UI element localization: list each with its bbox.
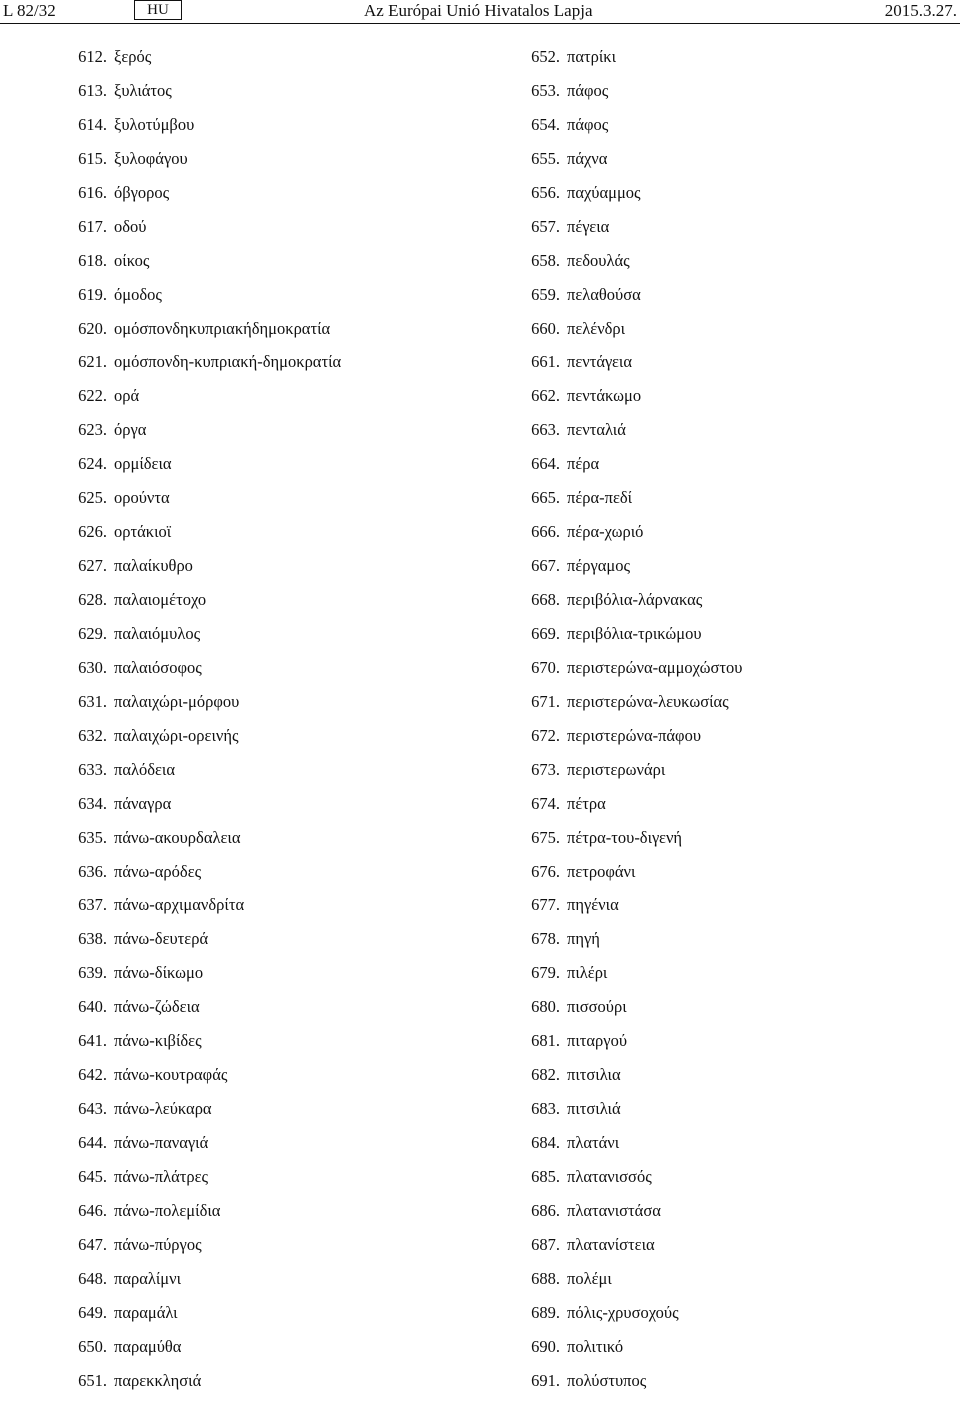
item-name: παραμύθα <box>114 1336 182 1356</box>
list-item <box>480 929 920 963</box>
list-item <box>0 929 440 963</box>
item-name: πέργαμος <box>567 556 631 576</box>
item-number: 631. <box>78 691 107 711</box>
list-item <box>0 1371 440 1405</box>
item-name: οίκος <box>114 250 150 270</box>
item-number: 669. <box>531 623 560 643</box>
item-number: 619. <box>78 284 107 304</box>
item-name: πέτρα-του-διγενή <box>567 827 683 847</box>
item-number: 689. <box>531 1302 560 1322</box>
list-item <box>0 1065 440 1099</box>
item-name: πέρα-πεδί <box>567 488 633 508</box>
list-item <box>0 862 440 896</box>
list-item <box>0 352 440 386</box>
item-number: 642. <box>78 1065 107 1085</box>
item-name: πιτσιλια <box>567 1065 621 1085</box>
item-name: πολέμι <box>567 1268 612 1288</box>
item-name: ορμίδεια <box>114 454 172 474</box>
list-item <box>480 760 920 794</box>
list-item <box>480 658 920 692</box>
item-number: 633. <box>78 759 107 779</box>
list-item <box>0 47 440 81</box>
item-number: 686. <box>531 1200 560 1220</box>
item-name: παλαιχώρι-ορεινής <box>114 725 239 745</box>
item-name: παραλίμνι <box>114 1268 182 1288</box>
item-name: πάνω-δευτερά <box>114 929 209 949</box>
item-number: 688. <box>531 1268 560 1288</box>
item-name: πιλέρι <box>567 963 608 983</box>
item-number: 656. <box>531 182 560 202</box>
item-name: ξυλοφάγου <box>114 148 188 168</box>
item-number: 668. <box>531 590 560 609</box>
list-item <box>480 963 920 997</box>
list-item <box>480 590 920 624</box>
item-number: 663. <box>531 420 560 440</box>
item-name: πεντάγεια <box>567 352 633 372</box>
item-number: 652. <box>531 47 560 66</box>
list-item <box>0 760 440 794</box>
item-name: πιταργού <box>567 1031 627 1051</box>
list-item <box>480 895 920 929</box>
item-name: πάχνα <box>567 148 608 168</box>
left-column-list <box>0 47 440 1405</box>
item-number: 643. <box>78 1099 107 1119</box>
item-number: 625. <box>78 488 107 508</box>
list-item <box>0 1269 440 1303</box>
item-number: 641. <box>78 1031 107 1051</box>
item-name: πάνω-πλάτρες <box>114 1166 209 1186</box>
item-name: πάφος <box>567 114 609 134</box>
list-item <box>0 692 440 726</box>
item-name: πάνω-κιβίδες <box>114 1031 202 1051</box>
item-name: ομόσπονδη-κυπριακή-δημοκρατία <box>114 352 342 372</box>
list-item <box>480 183 920 217</box>
item-name: περιβόλια-τρικώμου <box>567 623 702 643</box>
list-item <box>480 47 920 81</box>
list-item <box>480 217 920 251</box>
item-name: παχύαμμος <box>567 182 641 202</box>
item-number: 618. <box>78 250 107 270</box>
list-item <box>0 1133 440 1167</box>
item-name: πλατανισσός <box>567 1166 652 1186</box>
item-name: παλαιχώρι-μόρφου <box>114 691 240 711</box>
item-name: πέρα-χωριό <box>567 522 644 542</box>
item-name: πάνω-παναγιά <box>114 1133 209 1152</box>
item-name: ομόσπονδηκυπριακήδημοκρατία <box>114 318 331 338</box>
item-name: πλατανιστάσα <box>567 1200 661 1220</box>
item-number: 649. <box>78 1302 107 1322</box>
list-item <box>480 828 920 862</box>
item-number: 645. <box>78 1166 107 1186</box>
list-item <box>0 488 440 522</box>
list-item <box>0 251 440 285</box>
item-name: οδού <box>114 216 147 236</box>
list-item <box>480 1031 920 1065</box>
item-number: 630. <box>78 657 107 677</box>
item-name: πέτρα <box>567 793 606 813</box>
journal-title: Az Európai Unió Hivatalos Lapja <box>364 1 593 20</box>
item-number: 690. <box>531 1336 560 1356</box>
item-number: 620. <box>78 318 107 338</box>
item-number: 637. <box>78 895 107 915</box>
item-number: 617. <box>78 216 107 236</box>
list-item <box>480 862 920 896</box>
list-item <box>0 149 440 183</box>
item-name: παλαιομέτοχο <box>114 590 207 609</box>
list-item <box>480 1099 920 1133</box>
item-number: 674. <box>531 793 560 813</box>
item-number: 650. <box>78 1336 107 1356</box>
item-name: πάνω-ακουρδαλεια <box>114 827 241 847</box>
item-number: 677. <box>531 895 560 915</box>
item-number: 624. <box>78 454 107 474</box>
item-name: παρεκκλησιά <box>114 1370 202 1390</box>
item-name: πλατανίστεια <box>567 1234 655 1254</box>
list-item <box>480 556 920 590</box>
item-number: 679. <box>531 963 560 983</box>
item-number: 691. <box>531 1370 560 1390</box>
right-column-list <box>480 47 920 1405</box>
list-item <box>480 692 920 726</box>
list-item <box>480 1235 920 1269</box>
list-item <box>0 828 440 862</box>
item-name: πενταλιά <box>567 420 626 440</box>
item-number: 623. <box>78 420 107 440</box>
item-number: 615. <box>78 148 107 168</box>
item-name: πάνω-κουτραφάς <box>114 1065 228 1085</box>
list-item <box>0 522 440 556</box>
list-item <box>480 386 920 420</box>
list-item <box>0 963 440 997</box>
list-item <box>480 1269 920 1303</box>
list-item <box>0 1201 440 1235</box>
item-number: 681. <box>531 1031 560 1051</box>
item-number: 640. <box>78 997 107 1017</box>
item-name: ορά <box>114 386 140 406</box>
list-item <box>0 217 440 251</box>
item-name: πηγή <box>567 929 600 949</box>
item-number: 659. <box>531 284 560 304</box>
item-number: 685. <box>531 1166 560 1186</box>
item-number: 655. <box>531 148 560 168</box>
item-name: πισσούρι <box>567 997 627 1017</box>
item-number: 622. <box>78 386 107 406</box>
list-item <box>480 522 920 556</box>
list-item <box>0 319 440 353</box>
item-number: 657. <box>531 216 560 236</box>
list-item <box>0 624 440 658</box>
list-item <box>0 658 440 692</box>
item-number: 647. <box>78 1234 107 1254</box>
item-number: 628. <box>78 590 107 609</box>
language-code-box: HU <box>134 0 182 20</box>
list-item <box>0 81 440 115</box>
list-item <box>480 81 920 115</box>
item-name: πετροφάνι <box>567 861 636 881</box>
item-name: πάνω-αρχιμανδρίτα <box>114 895 245 915</box>
list-item <box>0 1303 440 1337</box>
list-item <box>480 1065 920 1099</box>
list-item <box>480 454 920 488</box>
item-name: πατρίκι <box>567 47 617 66</box>
item-number: 658. <box>531 250 560 270</box>
list-item <box>0 386 440 420</box>
list-item <box>0 895 440 929</box>
list-item <box>0 285 440 319</box>
item-number: 636. <box>78 861 107 881</box>
list-item <box>480 251 920 285</box>
list-item <box>0 1167 440 1201</box>
item-number: 651. <box>78 1370 107 1390</box>
list-item <box>480 1133 920 1167</box>
item-name: ξερός <box>114 47 152 66</box>
item-name: πόλις-χρυσοχούς <box>567 1302 679 1322</box>
item-name: πελαθούσα <box>567 284 641 304</box>
item-name: περιστερώνα-λευκωσίας <box>567 691 729 711</box>
item-name: ορούντα <box>114 488 170 508</box>
item-number: 670. <box>531 657 560 677</box>
item-number: 662. <box>531 386 560 406</box>
item-number: 616. <box>78 182 107 202</box>
item-name: πολιτικό <box>567 1336 624 1356</box>
list-item <box>480 794 920 828</box>
list-item <box>0 726 440 760</box>
list-item <box>0 590 440 624</box>
item-name: παλαιόσοφος <box>114 657 202 677</box>
list-item <box>480 1371 920 1405</box>
item-number: 627. <box>78 556 107 576</box>
item-number: 626. <box>78 522 107 542</box>
list-item <box>480 352 920 386</box>
item-name: πλατάνι <box>567 1133 620 1152</box>
item-number: 629. <box>78 623 107 643</box>
item-name: πέγεια <box>567 216 610 236</box>
item-name: πάνω-πύργος <box>114 1234 202 1254</box>
list-item <box>480 1303 920 1337</box>
item-name: πηγένια <box>567 895 619 915</box>
item-name: παλαιόμυλος <box>114 623 201 643</box>
list-item <box>480 1167 920 1201</box>
list-item <box>0 1031 440 1065</box>
item-name: ξυλοτύμβου <box>114 114 195 134</box>
item-number: 667. <box>531 556 560 576</box>
item-number: 673. <box>531 759 560 779</box>
item-number: 682. <box>531 1065 560 1085</box>
item-name: πάφος <box>567 80 609 100</box>
page-header <box>0 0 960 24</box>
publication-date: 2015.3.27. <box>884 1 957 20</box>
item-name: πέρα <box>567 454 600 474</box>
list-item <box>0 454 440 488</box>
page-number: L 82/32 <box>3 1 56 20</box>
item-number: 683. <box>531 1099 560 1119</box>
item-name: πάνω-πολεμίδια <box>114 1200 221 1220</box>
item-name: πελένδρι <box>567 318 626 338</box>
list-item <box>0 1235 440 1269</box>
item-number: 671. <box>531 691 560 711</box>
item-name: πάναγρα <box>114 793 172 813</box>
list-item <box>480 149 920 183</box>
item-number: 661. <box>531 352 560 372</box>
list-item <box>0 420 440 454</box>
item-name: πάνω-δίκωμο <box>114 963 204 983</box>
list-item <box>480 1337 920 1371</box>
item-number: 646. <box>78 1200 107 1220</box>
item-name: παλαίκυθρο <box>114 556 193 576</box>
list-item <box>0 997 440 1031</box>
item-name: πάνω-λεύκαρα <box>114 1099 212 1119</box>
item-number: 632. <box>78 725 107 745</box>
item-number: 687. <box>531 1234 560 1254</box>
item-name: περιστερωνάρι <box>567 759 666 779</box>
list-item <box>480 420 920 454</box>
item-name: πεντάκωμο <box>567 386 642 406</box>
item-name: περιστερώνα-αμμοχώστου <box>567 657 743 677</box>
item-number: 644. <box>78 1133 107 1152</box>
list-item <box>0 183 440 217</box>
item-number: 614. <box>78 114 107 134</box>
item-number: 621. <box>78 352 107 372</box>
list-item <box>480 285 920 319</box>
list-item <box>0 794 440 828</box>
item-name: ξυλιάτος <box>114 80 172 100</box>
item-number: 653. <box>531 80 560 100</box>
item-number: 680. <box>531 997 560 1017</box>
item-name: περιβόλια-λάρνακας <box>567 590 703 609</box>
item-number: 660. <box>531 318 560 338</box>
list-item <box>0 1099 440 1133</box>
item-number: 654. <box>531 114 560 134</box>
list-item <box>480 624 920 658</box>
header-rule <box>0 23 960 24</box>
item-name: πολύστυπος <box>567 1370 647 1390</box>
item-name: όμοδος <box>114 284 162 304</box>
list-item <box>0 556 440 590</box>
item-number: 634. <box>78 793 107 813</box>
item-name: πάνω-αρόδες <box>114 861 202 881</box>
list-item <box>480 319 920 353</box>
list-item <box>480 997 920 1031</box>
list-item <box>0 1337 440 1371</box>
item-number: 684. <box>531 1133 560 1152</box>
item-number: 675. <box>531 827 560 847</box>
item-name: πάνω-ζώδεια <box>114 997 200 1017</box>
item-number: 612. <box>78 47 107 66</box>
item-name: όργα <box>114 420 147 440</box>
list-item <box>480 726 920 760</box>
list-item <box>480 115 920 149</box>
item-number: 635. <box>78 827 107 847</box>
item-number: 613. <box>78 80 107 100</box>
list-item <box>480 488 920 522</box>
item-name: παλόδεια <box>114 759 176 779</box>
item-number: 639. <box>78 963 107 983</box>
item-name: πεδουλάς <box>567 250 630 270</box>
item-name: παραμάλι <box>114 1302 178 1322</box>
list-item <box>480 1201 920 1235</box>
item-name: πιτσιλιά <box>567 1099 621 1119</box>
item-number: 672. <box>531 725 560 745</box>
item-name: ορτάκιοϊ <box>114 522 172 542</box>
item-number: 648. <box>78 1268 107 1288</box>
item-name: όβγορος <box>114 182 170 202</box>
item-number: 665. <box>531 488 560 508</box>
item-name: περιστερώνα-πάφου <box>567 725 701 745</box>
item-number: 666. <box>531 522 560 542</box>
item-number: 676. <box>531 861 560 881</box>
item-number: 664. <box>531 454 560 474</box>
list-item <box>0 115 440 149</box>
item-number: 638. <box>78 929 107 949</box>
item-number: 678. <box>531 929 560 949</box>
